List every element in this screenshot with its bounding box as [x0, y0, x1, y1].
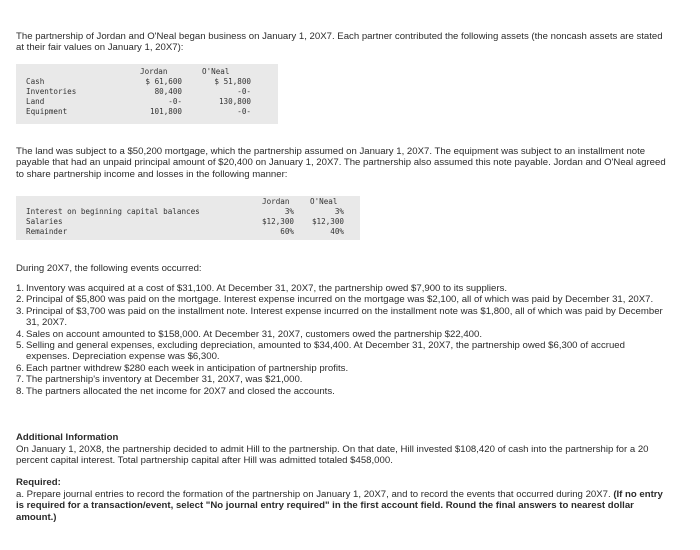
required-text: a. Prepare journal entries to record the formation of the partnership on January 1, 20X7, and to record the events that occurred during 20X7. — [16, 489, 614, 500]
event-text: The partnership's inventory at December 31, 20X7, was $21,000. — [26, 374, 303, 386]
assets-row-label: Land — [26, 97, 45, 106]
assets-row-label: Equipment — [26, 107, 68, 116]
required-paragraph — [16, 489, 670, 523]
event-item — [16, 283, 670, 294]
event-item — [16, 340, 670, 363]
assets-row-jordan: $ 61,600 — [145, 77, 182, 86]
assets-row-label: Inventories — [26, 87, 77, 96]
event-text: Principal of $5,800 was paid on the mortgage. Interest expense incurred on the mortgage was $2,100, all of which was paid by December 31, 20X7. — [26, 294, 654, 306]
event-text: Each partner withdrew $280 each week in anticipation of partnership profits. — [26, 362, 349, 374]
sharing-row-jordan: 3% — [284, 207, 294, 216]
assets-table — [16, 64, 278, 124]
assets-row-oneal: 130,800 — [218, 97, 251, 106]
assets-header-oneal: O'Neal — [202, 67, 230, 76]
sharing-row-jordan: 60% — [280, 227, 294, 236]
additional-text: On January 1, 20X8, the partnership decided to admit Hill to the partnership. On that date, Hill invested $108,420 of cash into the partnership for a 20 percent capital interest. Total partnership capital after Hill was admitted totaled $458,000. — [16, 444, 649, 467]
event-item — [16, 294, 670, 305]
sharing-header-jordan: Jordan — [262, 197, 290, 206]
event-item — [16, 363, 670, 374]
events-intro: During 20X7, the following events occurred: — [16, 263, 202, 274]
events-list — [16, 283, 670, 397]
event-text: Selling and general expenses, excluding depreciation, amounted to $34,400. At December 31, 20X7, the partnership owed $6,300 of accrued expenses. Depreciation expense was $6,300. — [26, 340, 625, 363]
land-paragraph: The land was subject to a $50,200 mortgage, which the partnership assumed on January 1, 20X7. The equipment was subject to an installment note payable that had an unpaid principal amount of $20,400 on January 1, 20X7. The partnership also assumed this note payable. Jordan and O'Neal agreed to share partnership income and losses in the following manner: — [16, 146, 666, 180]
event-number: 8. — [16, 385, 25, 397]
sharing-row-label: Remainder — [26, 227, 68, 236]
event-number: 3. — [16, 305, 25, 317]
event-number: 4. — [16, 328, 25, 340]
sharing-row-oneal: 3% — [334, 207, 344, 216]
sharing-header-oneal: O'Neal — [310, 197, 338, 206]
required-instruction: (If no entry is required for a transaction/event, select "No journal entry required" in the first account field. Round the final answers to nearest dollar amount.) — [16, 489, 663, 523]
required-heading: Required: — [16, 477, 61, 488]
additional-heading: Additional Information — [16, 432, 119, 443]
event-number: 5. — [16, 340, 25, 352]
sharing-row-jordan: $12,300 — [261, 217, 294, 226]
event-text: The partners allocated the net income for 20X7 and closed the accounts. — [26, 385, 335, 397]
sharing-row-oneal: $12,300 — [311, 217, 344, 226]
assets-row-oneal: -0- — [237, 107, 251, 116]
intro-paragraph: The partnership of Jordan and O'Neal began business on January 1, 20X7. Each partner contributed the following assets (the noncash assets are stated at their fair values on January 1, 20X7): — [16, 31, 663, 54]
assets-row-jordan: 101,800 — [149, 107, 182, 116]
event-item — [16, 374, 670, 385]
sharing-table — [16, 196, 360, 240]
event-text: Inventory was acquired at a cost of $31,100. At December 31, 20X7, the partnership owed $7,900 to its suppliers. — [26, 283, 508, 294]
assets-header-jordan: Jordan — [140, 67, 168, 76]
assets-row-oneal: $ 51,800 — [214, 77, 251, 86]
sharing-row-label: Salaries — [26, 217, 63, 226]
event-number: 7. — [16, 374, 25, 386]
assets-row-label: Cash — [26, 77, 45, 86]
event-item — [16, 329, 670, 340]
event-number: 6. — [16, 362, 25, 374]
event-text: Sales on account amounted to $158,000. At December 31, 20X7, customers owed the partnership $22,400. — [26, 328, 482, 340]
event-item — [16, 386, 670, 397]
event-number: 2. — [16, 294, 25, 306]
event-text: Principal of $3,700 was paid on the installment note. Interest expense incurred on the installment note was $1,800, all of which was paid by December 31, 20X7. — [26, 305, 663, 329]
assets-row-oneal: -0- — [237, 87, 251, 96]
sharing-row-label: Interest on beginning capital balances — [26, 207, 200, 216]
sharing-row-oneal: 40% — [330, 227, 344, 236]
event-number: 1. — [16, 283, 25, 294]
assets-row-jordan: 80,400 — [154, 87, 182, 96]
event-item — [16, 306, 670, 329]
assets-row-jordan: -0- — [168, 97, 182, 106]
